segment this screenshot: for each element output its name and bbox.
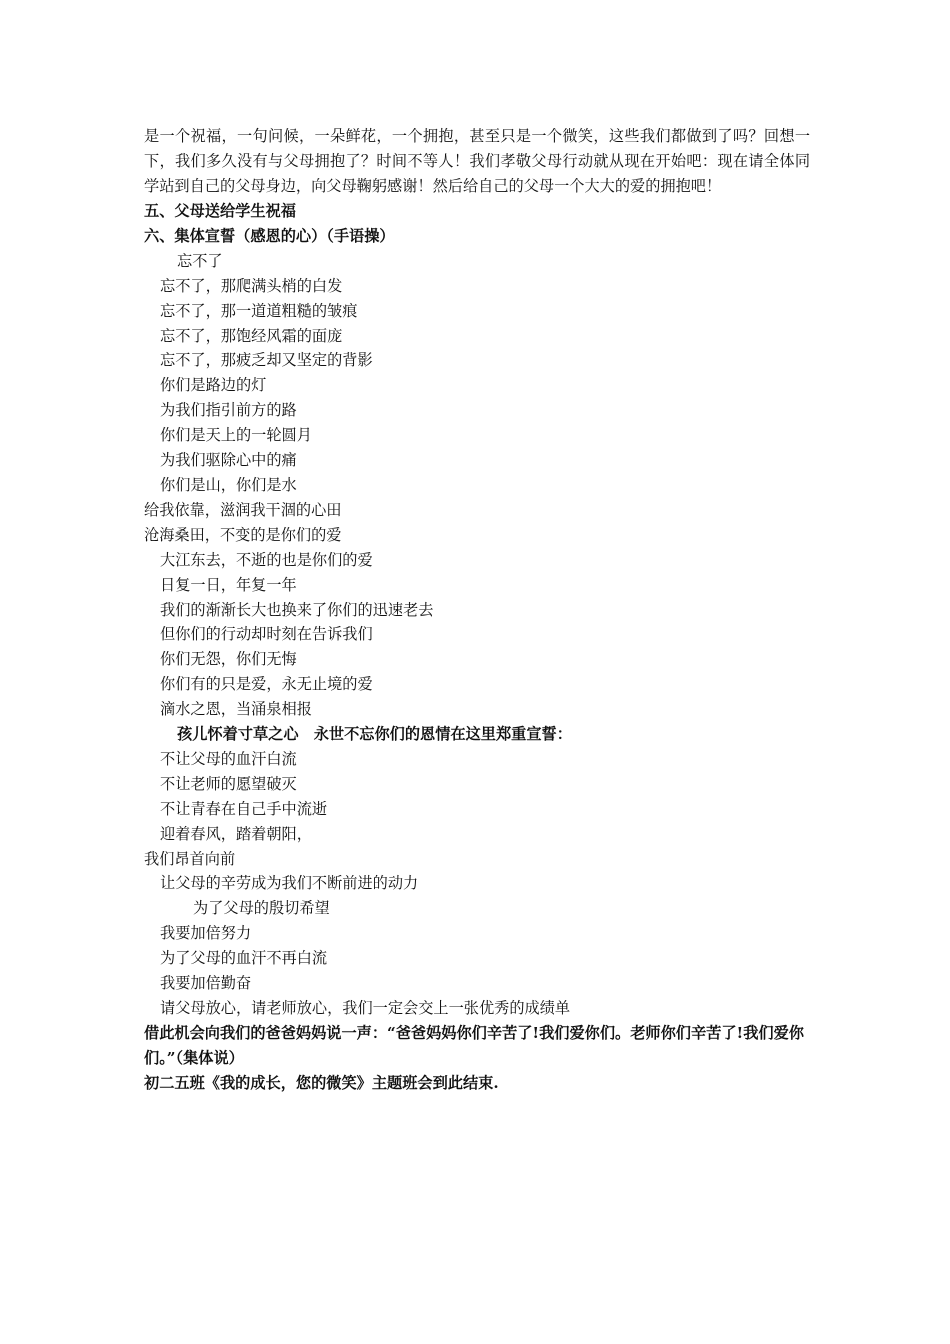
poem-line: 日复一日，年复一年 — [160, 575, 297, 594]
poem-line: 你们有的只是爱，永无止境的爱 — [160, 675, 373, 694]
poem-line: 你们是山，你们是水 — [160, 475, 297, 494]
poem-line: 忘不了，那疲乏却又坚定的背影 — [160, 351, 373, 370]
poem-line: 我们的渐渐长大也换来了你们的迅速老去 — [160, 600, 434, 619]
oath-line: 为了父母的血汗不再白流 — [160, 949, 328, 968]
section-heading-5: 五、父母送给学生祝福 — [144, 202, 296, 220]
poem-line: 忘不了，那爬满头梢的白发 — [160, 276, 343, 295]
poem-line: 大江东去，不逝的也是你们的爱 — [160, 550, 373, 569]
closing-end: 初二五班《我的成长，您的微笑》主题班会到此结束. — [144, 1073, 499, 1092]
poem-line: 为我们指引前方的路 — [160, 401, 297, 420]
oath-line: 不让父母的血汗白流 — [160, 749, 297, 768]
oath-line: 我要加倍努力 — [160, 924, 252, 943]
poem-line: 但你们的行动却时刻在告诉我们 — [160, 625, 373, 644]
poem-line: 你们是路边的灯 — [160, 376, 267, 395]
oath-line: 不让老师的愿望破灭 — [160, 774, 297, 793]
poem-line: 你们无怨，你们无悔 — [160, 650, 297, 669]
section-heading-6: 六、集体宣誓（感恩的心）（手语操） — [144, 226, 395, 245]
poem-line: 沧海桑田，不变的是你们的爱 — [144, 525, 342, 544]
oath-declaration: 孩儿怀着寸草之心 永世不忘你们的恩情在这里郑重宣誓： — [177, 725, 572, 744]
document-body — [144, 124, 810, 1096]
poem-line: 忘不了，那一道道粗糙的皱痕 — [160, 301, 358, 320]
poem-title: 忘不了 — [177, 251, 223, 270]
poem-line: 滴水之恩，当涌泉相报 — [160, 700, 312, 719]
intro-paragraph: 是一个祝福，一句问候，一朵鲜花，一个拥抱，甚至只是一个微笑，这些我们都做到了吗？回想一下，我们多久没有与父母拥抱了？时间不等人！我们孝敬父母行动就从现在开始吧：现在请全体同学站到自己的父母身边，向父母鞠躬感谢！然后给自己的父母一个大大的爱的拥抱吧！ — [144, 127, 810, 195]
oath-line: 迎着春风，踏着朝阳， — [160, 824, 312, 843]
poem-line: 给我依靠，滋润我干涸的心田 — [144, 500, 342, 519]
poem-line: 为我们驱除心中的痛 — [160, 451, 297, 470]
oath-line: 让父母的辛劳成为我们不断前进的动力 — [160, 874, 419, 893]
oath-line: 不让青春在自己手中流逝 — [160, 799, 328, 818]
oath-line: 请父母放心，请老师放心，我们一定会交上一张优秀的成绩单 — [160, 999, 571, 1017]
oath-line: 为了父母的殷切希望 — [193, 899, 330, 918]
poem-line: 你们是天上的一轮圆月 — [160, 426, 312, 445]
closing-thanks: 借此机会向我们的爸爸妈妈说一声：“爸爸妈妈你们辛苦了!我们爱你们。老师你们辛苦了!我们爱你们。”（集体说） — [144, 1023, 804, 1067]
poem-line: 忘不了，那饱经风霜的面庞 — [160, 326, 343, 345]
oath-line: 我要加倍勤奋 — [160, 974, 252, 993]
oath-line: 我们昂首向前 — [144, 849, 236, 868]
